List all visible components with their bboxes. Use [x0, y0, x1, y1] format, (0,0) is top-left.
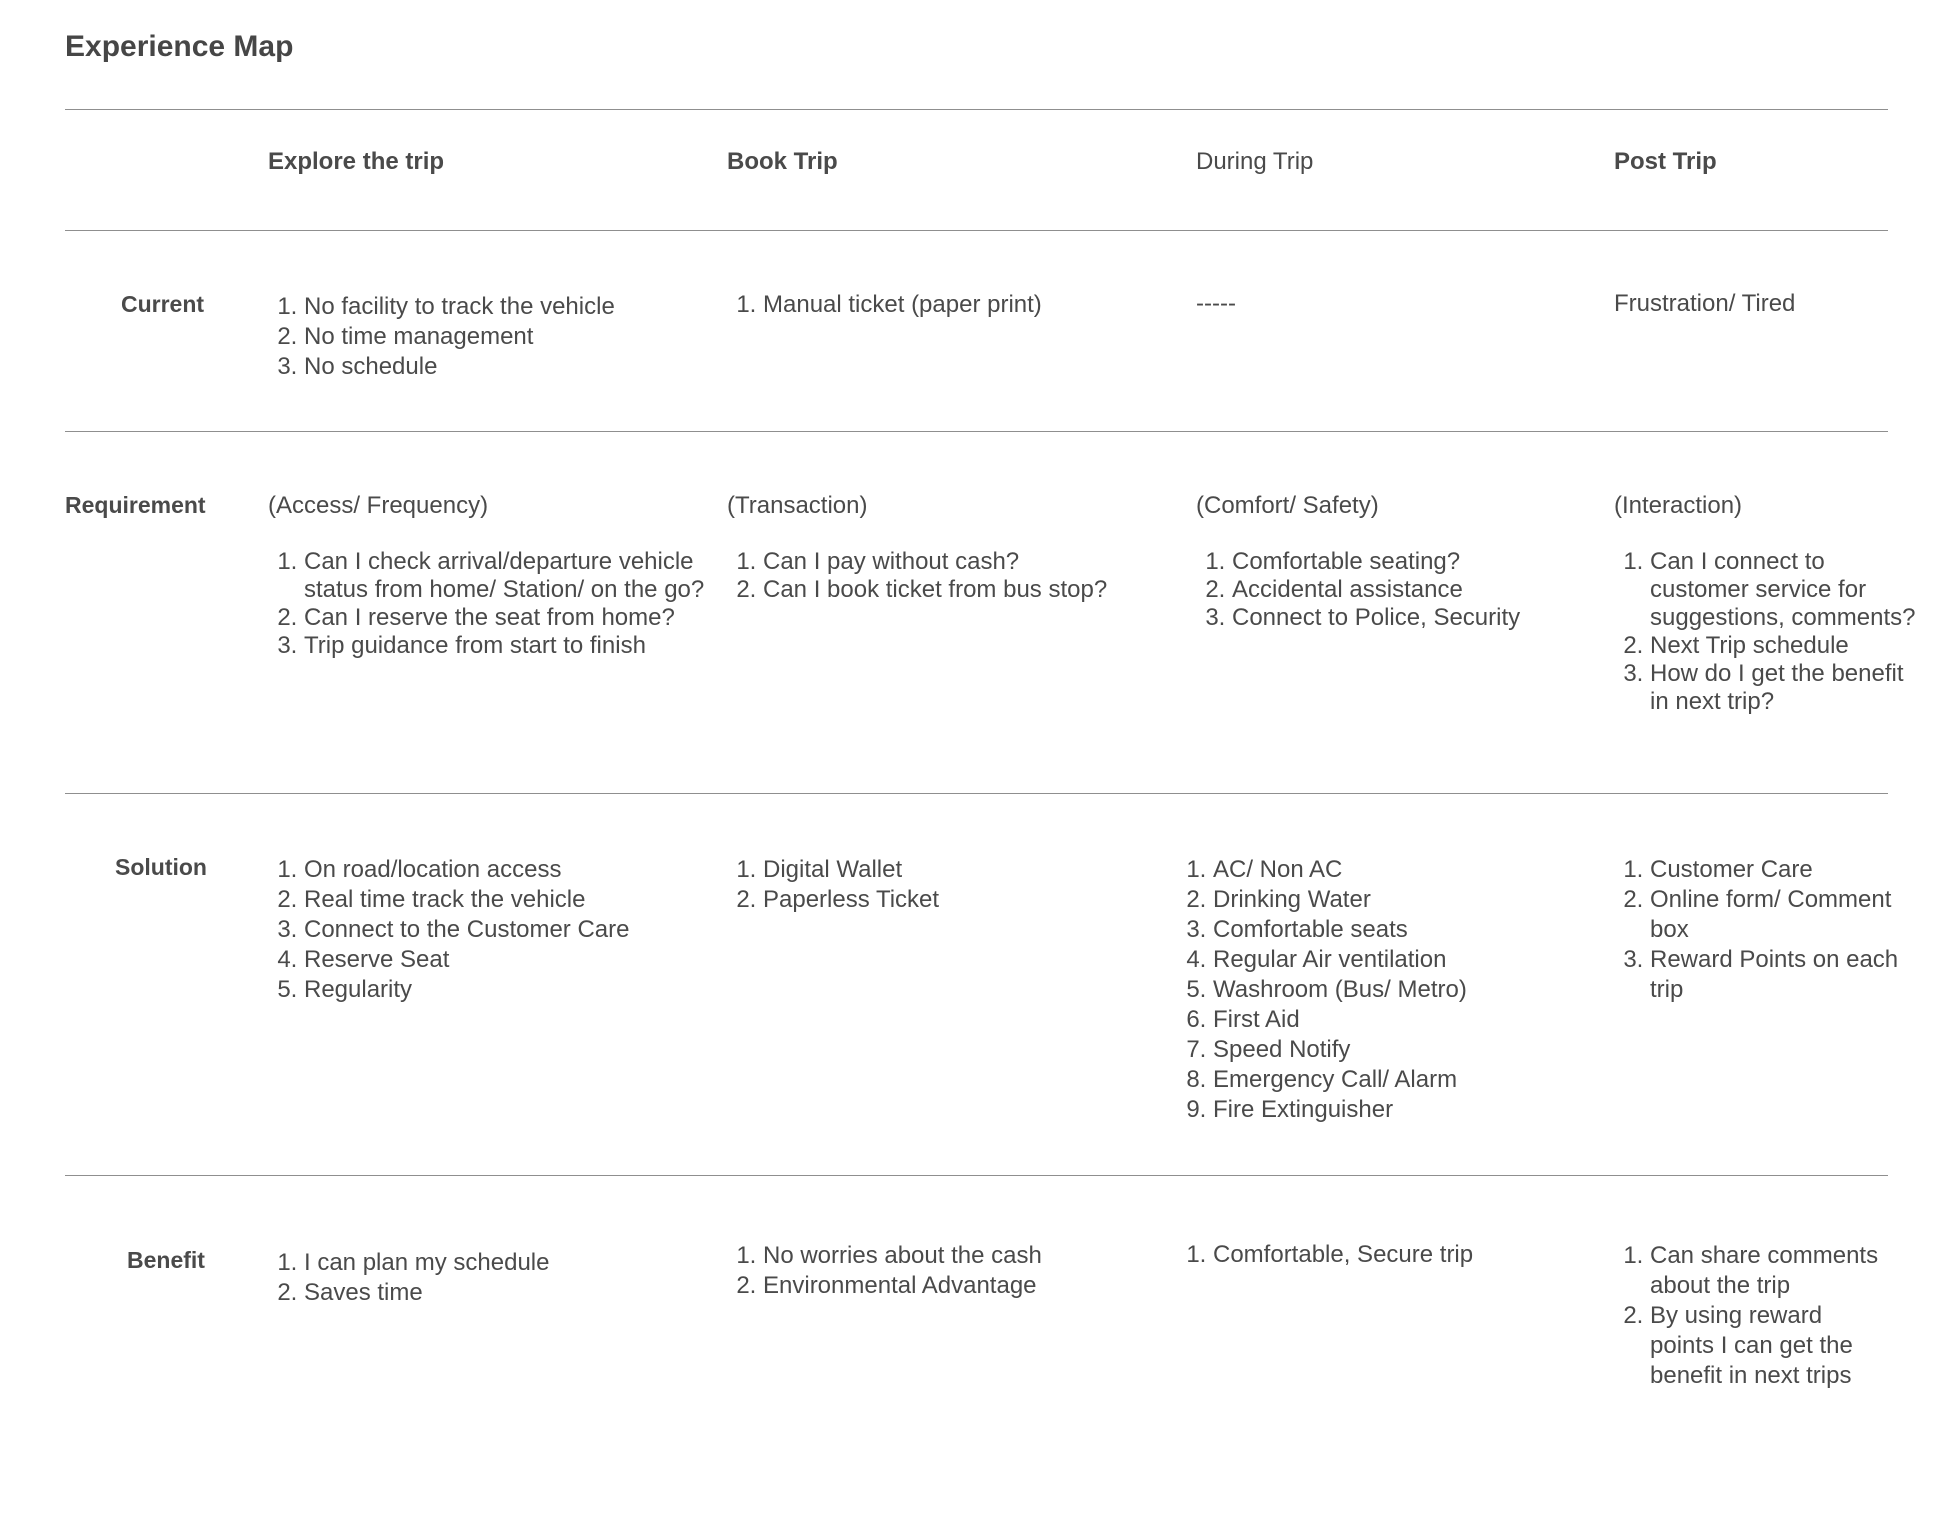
column-header-book: Book Trip	[727, 148, 838, 175]
list-item: 3. How do I get the benefit in next trip?	[1650, 660, 1920, 716]
list-item: 1. No worries about the cash	[763, 1241, 1203, 1271]
list-item: 2. Online form/ Comment box	[1650, 885, 1900, 945]
row-label-requirement: Requirement	[65, 492, 206, 518]
list-item: 5. Washroom (Bus/ Metro)	[1213, 975, 1633, 1005]
list-item: 8. Emergency Call/ Alarm	[1213, 1065, 1633, 1095]
row-label-current: Current	[121, 291, 205, 317]
list-item: 4. Regular Air ventilation	[1213, 945, 1633, 975]
list-item: 1. Manual ticket (paper print)	[763, 290, 1042, 320]
list-item: 9. Fire Extinguisher	[1213, 1095, 1633, 1125]
list-item: 2. Can I book ticket from bus stop?	[763, 576, 1203, 604]
requirement-explore-category: (Access/ Frequency)	[268, 492, 489, 519]
current-post-text: Frustration/ Tired	[1614, 290, 1796, 317]
list-item: 3. Trip guidance from start to finish	[304, 632, 744, 660]
current-during-text: -----	[1196, 290, 1236, 317]
list-item: 3. Connect to Police, Security	[1232, 604, 1632, 632]
solution-book-list	[727, 855, 1203, 915]
requirement-during-list	[1196, 548, 1632, 632]
divider	[65, 431, 1888, 432]
list-item: 2. Next Trip schedule	[1650, 632, 1920, 660]
list-item: 5. Regularity	[304, 975, 744, 1005]
list-item: 2. No time management	[304, 322, 615, 352]
column-header-during: During Trip	[1196, 148, 1314, 175]
solution-post-list	[1614, 855, 1900, 1005]
list-item: 6. First Aid	[1213, 1005, 1633, 1035]
requirement-explore-list	[268, 548, 744, 660]
list-item: 1. Can share comments about the trip	[1650, 1241, 1880, 1301]
list-item: 2. Accidental assistance	[1232, 576, 1632, 604]
requirement-post-list	[1614, 548, 1920, 716]
benefit-book-list	[727, 1241, 1203, 1301]
divider	[65, 109, 1888, 110]
list-item: 1. Can I connect to customer service for suggestions, comments?	[1650, 548, 1920, 632]
requirement-book-category: (Transaction)	[727, 492, 868, 519]
page-title: Experience Map	[65, 30, 294, 63]
row-label-solution: Solution	[115, 854, 207, 880]
list-item: 2. By using reward points I can get the benefit in next trips	[1650, 1301, 1880, 1391]
benefit-during-list	[1177, 1240, 1633, 1270]
divider	[65, 1175, 1888, 1176]
divider	[65, 230, 1888, 231]
list-item: 2. Can I reserve the seat from home?	[304, 604, 744, 632]
list-item: 4. Reserve Seat	[304, 945, 744, 975]
list-item: 1. I can plan my schedule	[304, 1248, 744, 1278]
solution-explore-list	[268, 855, 744, 1005]
current-explore-list	[268, 292, 615, 382]
list-item: 3. No schedule	[304, 352, 615, 382]
list-item: 2. Paperless Ticket	[763, 885, 1203, 915]
list-item: 3. Comfortable seats	[1213, 915, 1633, 945]
list-item: 1. Comfortable seating?	[1232, 548, 1632, 576]
list-item: 3. Reward Points on each trip	[1650, 945, 1900, 1005]
column-header-explore: Explore the trip	[268, 148, 445, 175]
list-item: 1. Comfortable, Secure trip	[1213, 1240, 1633, 1270]
requirement-book-list	[727, 548, 1203, 604]
list-item: 1. No facility to track the vehicle	[304, 292, 615, 322]
list-item: 1. Digital Wallet	[763, 855, 1203, 885]
list-item: 2. Environmental Advantage	[763, 1271, 1203, 1301]
list-item: 3. Connect to the Customer Care	[304, 915, 744, 945]
list-item: 7. Speed Notify	[1213, 1035, 1633, 1065]
list-item: 1. AC/ Non AC	[1213, 855, 1633, 885]
list-item: 2. Saves time	[304, 1278, 744, 1308]
list-item: 1. Can I check arrival/departure vehicle status from home/ Station/ on the go?	[304, 548, 744, 604]
requirement-post-category: (Interaction)	[1614, 492, 1743, 519]
divider	[65, 793, 1888, 794]
column-header-post: Post Trip	[1614, 148, 1717, 175]
list-item: 2. Real time track the vehicle	[304, 885, 744, 915]
benefit-explore-list	[268, 1248, 744, 1308]
benefit-post-list	[1614, 1241, 1880, 1391]
solution-during-list	[1177, 855, 1633, 1125]
row-label-benefit: Benefit	[127, 1247, 205, 1273]
list-item: 1. Can I pay without cash?	[763, 548, 1203, 576]
current-book-list	[727, 290, 1042, 320]
list-item: 1. On road/location access	[304, 855, 744, 885]
requirement-during-category: (Comfort/ Safety)	[1196, 492, 1379, 519]
list-item: 1. Customer Care	[1650, 855, 1900, 885]
list-item: 2. Drinking Water	[1213, 885, 1633, 915]
